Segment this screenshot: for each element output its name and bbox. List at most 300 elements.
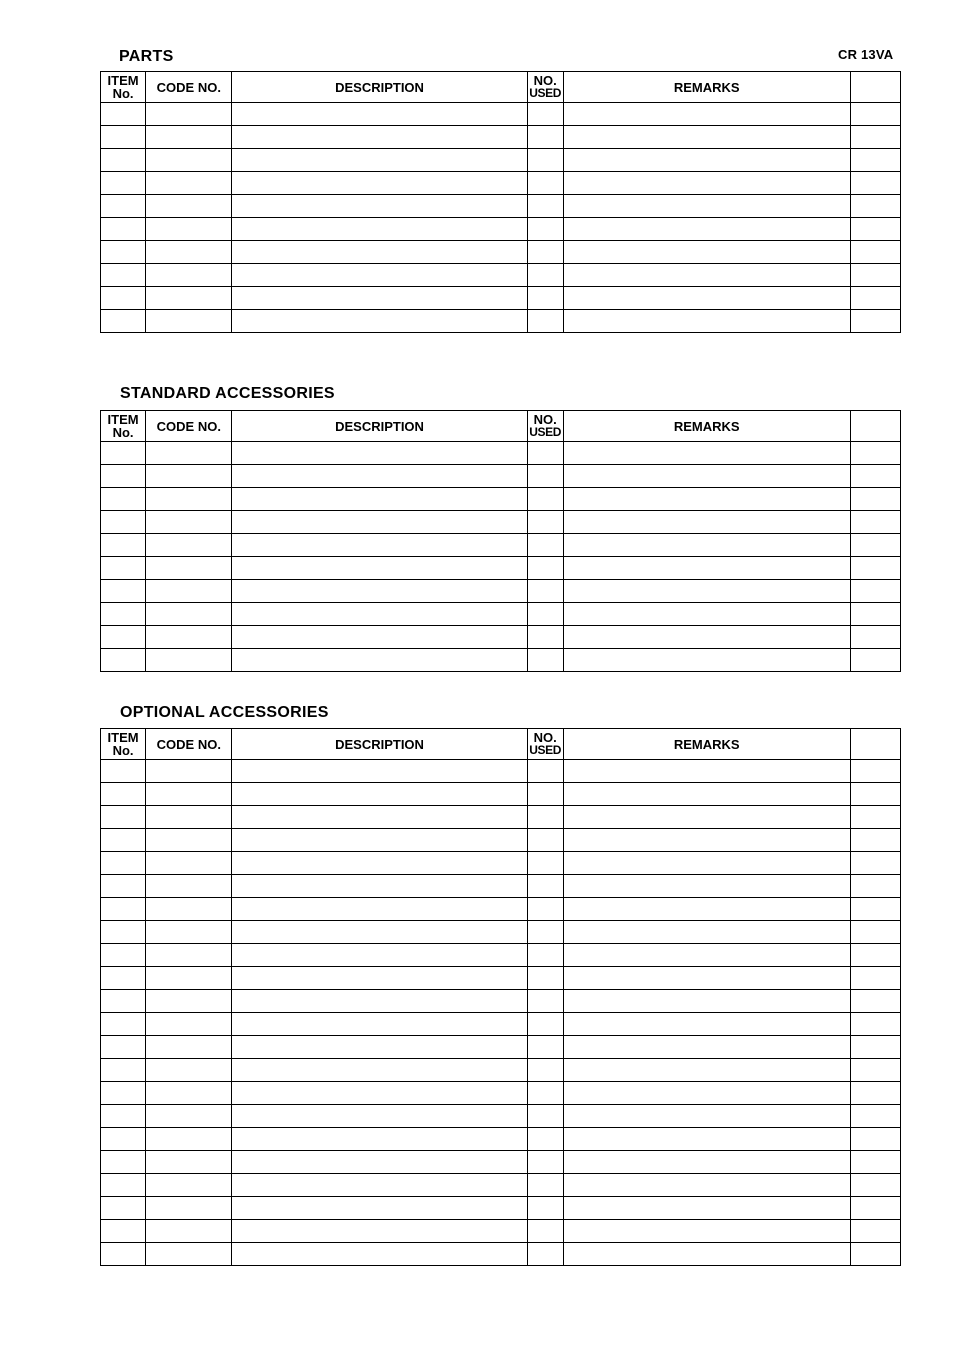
no-used-cell — [527, 195, 563, 218]
code-no-cell — [146, 990, 232, 1013]
item-no-cell — [101, 264, 146, 287]
table-row — [101, 783, 901, 806]
code-no-cell — [146, 967, 232, 990]
table-row — [101, 944, 901, 967]
extra-cell — [850, 649, 900, 672]
remarks-header: REMARKS — [563, 72, 850, 103]
extra-cell — [850, 1174, 900, 1197]
description-cell — [232, 534, 527, 557]
code-no-cell — [146, 126, 232, 149]
table-row — [101, 580, 901, 603]
no-used-cell — [527, 626, 563, 649]
description-cell — [232, 806, 527, 829]
no-used-cell — [527, 1220, 563, 1243]
code-no-cell — [146, 149, 232, 172]
code-no-cell — [146, 921, 232, 944]
no-used-cell — [527, 967, 563, 990]
no-used-cell — [527, 310, 563, 333]
code-no-cell — [146, 557, 232, 580]
description-cell — [232, 310, 527, 333]
no-used-cell — [527, 603, 563, 626]
code-no-cell — [146, 649, 232, 672]
code-no-cell — [146, 218, 232, 241]
code-no-cell — [146, 1243, 232, 1266]
table-row — [101, 218, 901, 241]
description-cell — [232, 557, 527, 580]
item-no-cell — [101, 557, 146, 580]
item-no-header: ITEM No. — [101, 72, 146, 103]
item-no-cell — [101, 649, 146, 672]
item-no-cell — [101, 1220, 146, 1243]
no-used-cell — [527, 760, 563, 783]
description-cell — [232, 967, 527, 990]
description-cell — [232, 603, 527, 626]
description-cell — [232, 149, 527, 172]
table-row — [101, 103, 901, 126]
extra-cell — [850, 465, 900, 488]
item-no-cell — [101, 852, 146, 875]
description-cell — [232, 287, 527, 310]
extra-cell — [850, 829, 900, 852]
table-row — [101, 875, 901, 898]
item-no-header: ITEM No. — [101, 729, 146, 760]
description-cell — [232, 1059, 527, 1082]
item-no-cell — [101, 783, 146, 806]
no-used-header: NO. USED — [527, 411, 563, 442]
table-row — [101, 898, 901, 921]
no-used-cell — [527, 649, 563, 672]
item-no-cell — [101, 580, 146, 603]
description-cell — [232, 898, 527, 921]
table-header-row — [101, 411, 901, 442]
item-no-cell — [101, 875, 146, 898]
item-no-cell — [101, 310, 146, 333]
extra-cell — [850, 1082, 900, 1105]
item-no-cell — [101, 829, 146, 852]
no-used-cell — [527, 1036, 563, 1059]
extra-cell — [850, 103, 900, 126]
code-no-cell — [146, 465, 232, 488]
code-no-cell — [146, 241, 232, 264]
no-used-header: NO. USED — [527, 729, 563, 760]
description-cell — [232, 760, 527, 783]
table-row — [101, 241, 901, 264]
remarks-cell — [563, 511, 850, 534]
remarks-cell — [563, 626, 850, 649]
item-no-cell — [101, 898, 146, 921]
description-cell — [232, 852, 527, 875]
extra-cell — [850, 1036, 900, 1059]
no-used-cell — [527, 580, 563, 603]
no-used-cell — [527, 1013, 563, 1036]
extra-cell — [850, 241, 900, 264]
description-cell — [232, 465, 527, 488]
remarks-cell — [563, 967, 850, 990]
description-cell — [232, 1151, 527, 1174]
item-no-cell — [101, 442, 146, 465]
remarks-cell — [563, 1174, 850, 1197]
no-used-cell — [527, 852, 563, 875]
item-no-cell — [101, 1059, 146, 1082]
code-no-cell — [146, 1128, 232, 1151]
remarks-cell — [563, 1013, 850, 1036]
description-cell — [232, 264, 527, 287]
remarks-cell — [563, 103, 850, 126]
no-used-cell — [527, 875, 563, 898]
description-header: DESCRIPTION — [232, 72, 527, 103]
extra-cell — [850, 1013, 900, 1036]
code-no-cell — [146, 1174, 232, 1197]
description-cell — [232, 126, 527, 149]
code-no-cell — [146, 287, 232, 310]
table-row — [101, 149, 901, 172]
code-no-cell — [146, 1220, 232, 1243]
extra-cell — [850, 580, 900, 603]
extra-cell — [850, 1151, 900, 1174]
no-used-cell — [527, 264, 563, 287]
extra-cell — [850, 287, 900, 310]
table-row — [101, 1013, 901, 1036]
remarks-cell — [563, 310, 850, 333]
no-used-cell — [527, 149, 563, 172]
item-no-cell — [101, 990, 146, 1013]
description-cell — [232, 1128, 527, 1151]
item-no-cell — [101, 126, 146, 149]
code-no-cell — [146, 829, 232, 852]
remarks-cell — [563, 1220, 850, 1243]
extra-cell — [850, 442, 900, 465]
table-row — [101, 1220, 901, 1243]
extra-cell — [850, 921, 900, 944]
description-cell — [232, 442, 527, 465]
extra-cell — [850, 1197, 900, 1220]
table-row — [101, 626, 901, 649]
table-row — [101, 126, 901, 149]
no-used-cell — [527, 1151, 563, 1174]
description-cell — [232, 103, 527, 126]
no-used-cell — [527, 990, 563, 1013]
table-row — [101, 1082, 901, 1105]
no-used-cell — [527, 1243, 563, 1266]
extra-header — [850, 72, 900, 103]
code-no-cell — [146, 1059, 232, 1082]
remarks-cell — [563, 195, 850, 218]
description-cell — [232, 1036, 527, 1059]
description-cell — [232, 1174, 527, 1197]
no-used-cell — [527, 488, 563, 511]
parts-table — [100, 71, 901, 333]
description-cell — [232, 1105, 527, 1128]
remarks-cell — [563, 783, 850, 806]
item-no-cell — [101, 1174, 146, 1197]
table-row — [101, 603, 901, 626]
remarks-cell — [563, 264, 850, 287]
description-cell — [232, 1082, 527, 1105]
description-header: DESCRIPTION — [232, 411, 527, 442]
remarks-cell — [563, 760, 850, 783]
description-cell — [232, 1220, 527, 1243]
code-no-cell — [146, 1082, 232, 1105]
remarks-cell — [563, 580, 850, 603]
no-used-cell — [527, 829, 563, 852]
extra-cell — [850, 967, 900, 990]
extra-cell — [850, 990, 900, 1013]
table-row — [101, 1151, 901, 1174]
table-row — [101, 760, 901, 783]
code-no-cell — [146, 806, 232, 829]
remarks-cell — [563, 241, 850, 264]
remarks-cell — [563, 944, 850, 967]
no-used-cell — [527, 534, 563, 557]
table-row — [101, 921, 901, 944]
remarks-cell — [563, 806, 850, 829]
remarks-cell — [563, 557, 850, 580]
description-cell — [232, 241, 527, 264]
table-row — [101, 1243, 901, 1266]
code-no-cell — [146, 1036, 232, 1059]
item-no-cell — [101, 603, 146, 626]
standard-accessories-table — [100, 410, 901, 672]
no-used-cell — [527, 218, 563, 241]
code-no-cell — [146, 783, 232, 806]
description-cell — [232, 990, 527, 1013]
description-cell — [232, 875, 527, 898]
extra-cell — [850, 603, 900, 626]
table-row — [101, 488, 901, 511]
no-used-cell — [527, 103, 563, 126]
section-title-standard-accessories: STANDARD ACCESSORIES — [120, 385, 335, 402]
code-no-cell — [146, 264, 232, 287]
description-cell — [232, 649, 527, 672]
no-used-cell — [527, 126, 563, 149]
no-used-cell — [527, 172, 563, 195]
section-title-optional-accessories: OPTIONAL ACCESSORIES — [120, 704, 329, 721]
extra-cell — [850, 1243, 900, 1266]
code-no-cell — [146, 852, 232, 875]
remarks-cell — [563, 990, 850, 1013]
extra-cell — [850, 1128, 900, 1151]
table-row — [101, 511, 901, 534]
description-cell — [232, 195, 527, 218]
item-no-cell — [101, 195, 146, 218]
extra-cell — [850, 126, 900, 149]
table-row — [101, 829, 901, 852]
remarks-cell — [563, 534, 850, 557]
extra-header — [850, 411, 900, 442]
remarks-cell — [563, 126, 850, 149]
code-no-cell — [146, 488, 232, 511]
item-no-cell — [101, 921, 146, 944]
description-cell — [232, 1013, 527, 1036]
remarks-header: REMARKS — [563, 411, 850, 442]
code-no-cell — [146, 172, 232, 195]
no-used-cell — [527, 287, 563, 310]
remarks-cell — [563, 875, 850, 898]
no-used-cell — [527, 1105, 563, 1128]
table-row — [101, 1174, 901, 1197]
table-row — [101, 534, 901, 557]
description-cell — [232, 829, 527, 852]
description-header: DESCRIPTION — [232, 729, 527, 760]
no-used-cell — [527, 1128, 563, 1151]
item-no-cell — [101, 760, 146, 783]
code-no-header: CODE NO. — [146, 72, 232, 103]
no-used-cell — [527, 783, 563, 806]
item-no-cell — [101, 1197, 146, 1220]
table-header-row — [101, 729, 901, 760]
no-used-cell — [527, 1174, 563, 1197]
remarks-cell — [563, 218, 850, 241]
extra-cell — [850, 264, 900, 287]
table-row — [101, 990, 901, 1013]
no-used-cell — [527, 442, 563, 465]
extra-cell — [850, 626, 900, 649]
table-row — [101, 1036, 901, 1059]
table-row — [101, 852, 901, 875]
extra-cell — [850, 488, 900, 511]
table-row — [101, 287, 901, 310]
item-no-cell — [101, 1105, 146, 1128]
item-no-cell — [101, 1013, 146, 1036]
code-no-cell — [146, 626, 232, 649]
extra-cell — [850, 511, 900, 534]
code-no-cell — [146, 1151, 232, 1174]
extra-cell — [850, 1105, 900, 1128]
extra-cell — [850, 218, 900, 241]
code-no-cell — [146, 1197, 232, 1220]
code-no-cell — [146, 875, 232, 898]
remarks-header: REMARKS — [563, 729, 850, 760]
extra-cell — [850, 172, 900, 195]
no-used-cell — [527, 241, 563, 264]
table-row — [101, 557, 901, 580]
no-used-header: NO. USED — [527, 72, 563, 103]
item-no-cell — [101, 287, 146, 310]
no-used-cell — [527, 557, 563, 580]
item-no-cell — [101, 1151, 146, 1174]
extra-cell — [850, 1059, 900, 1082]
item-no-cell — [101, 1036, 146, 1059]
extra-cell — [850, 534, 900, 557]
code-no-header: CODE NO. — [146, 411, 232, 442]
code-no-cell — [146, 760, 232, 783]
optional-accessories-table — [100, 728, 901, 1266]
table-row — [101, 465, 901, 488]
description-cell — [232, 921, 527, 944]
remarks-cell — [563, 1059, 850, 1082]
extra-cell — [850, 852, 900, 875]
no-used-cell — [527, 1197, 563, 1220]
code-no-cell — [146, 898, 232, 921]
code-no-cell — [146, 103, 232, 126]
item-no-cell — [101, 967, 146, 990]
table-row — [101, 442, 901, 465]
code-no-cell — [146, 1105, 232, 1128]
code-no-cell — [146, 534, 232, 557]
description-cell — [232, 511, 527, 534]
extra-cell — [850, 944, 900, 967]
section-title-parts: PARTS — [119, 48, 174, 65]
extra-cell — [850, 1220, 900, 1243]
description-cell — [232, 1243, 527, 1266]
item-no-cell — [101, 488, 146, 511]
no-used-cell — [527, 1059, 563, 1082]
remarks-cell — [563, 649, 850, 672]
remarks-cell — [563, 1036, 850, 1059]
extra-cell — [850, 760, 900, 783]
item-no-cell — [101, 534, 146, 557]
code-no-cell — [146, 580, 232, 603]
item-no-cell — [101, 944, 146, 967]
description-cell — [232, 580, 527, 603]
description-cell — [232, 626, 527, 649]
no-used-cell — [527, 465, 563, 488]
item-no-cell — [101, 218, 146, 241]
description-cell — [232, 1197, 527, 1220]
remarks-cell — [563, 442, 850, 465]
remarks-cell — [563, 1105, 850, 1128]
no-used-cell — [527, 1082, 563, 1105]
remarks-cell — [563, 921, 850, 944]
item-no-cell — [101, 626, 146, 649]
remarks-cell — [563, 1197, 850, 1220]
description-cell — [232, 218, 527, 241]
extra-cell — [850, 149, 900, 172]
table-row — [101, 1128, 901, 1151]
remarks-cell — [563, 1151, 850, 1174]
table-row — [101, 1197, 901, 1220]
extra-header — [850, 729, 900, 760]
code-no-cell — [146, 442, 232, 465]
no-used-cell — [527, 944, 563, 967]
table-row — [101, 1059, 901, 1082]
table-row — [101, 195, 901, 218]
extra-cell — [850, 875, 900, 898]
remarks-cell — [563, 898, 850, 921]
item-no-cell — [101, 103, 146, 126]
item-no-cell — [101, 1082, 146, 1105]
extra-cell — [850, 783, 900, 806]
remarks-cell — [563, 149, 850, 172]
item-no-cell — [101, 465, 146, 488]
remarks-cell — [563, 488, 850, 511]
item-no-header: ITEM No. — [101, 411, 146, 442]
table-row — [101, 310, 901, 333]
remarks-cell — [563, 172, 850, 195]
remarks-cell — [563, 603, 850, 626]
code-no-cell — [146, 1013, 232, 1036]
remarks-cell — [563, 287, 850, 310]
table-row — [101, 264, 901, 287]
code-no-header: CODE NO. — [146, 729, 232, 760]
description-cell — [232, 783, 527, 806]
item-no-cell — [101, 149, 146, 172]
code-no-cell — [146, 310, 232, 333]
remarks-cell — [563, 852, 850, 875]
model-number: CR 13VA — [838, 47, 894, 62]
code-no-cell — [146, 195, 232, 218]
code-no-cell — [146, 944, 232, 967]
extra-cell — [850, 898, 900, 921]
code-no-cell — [146, 603, 232, 626]
description-cell — [232, 944, 527, 967]
remarks-cell — [563, 1128, 850, 1151]
item-no-cell — [101, 511, 146, 534]
remarks-cell — [563, 1082, 850, 1105]
remarks-cell — [563, 829, 850, 852]
remarks-cell — [563, 465, 850, 488]
remarks-cell — [563, 1243, 850, 1266]
